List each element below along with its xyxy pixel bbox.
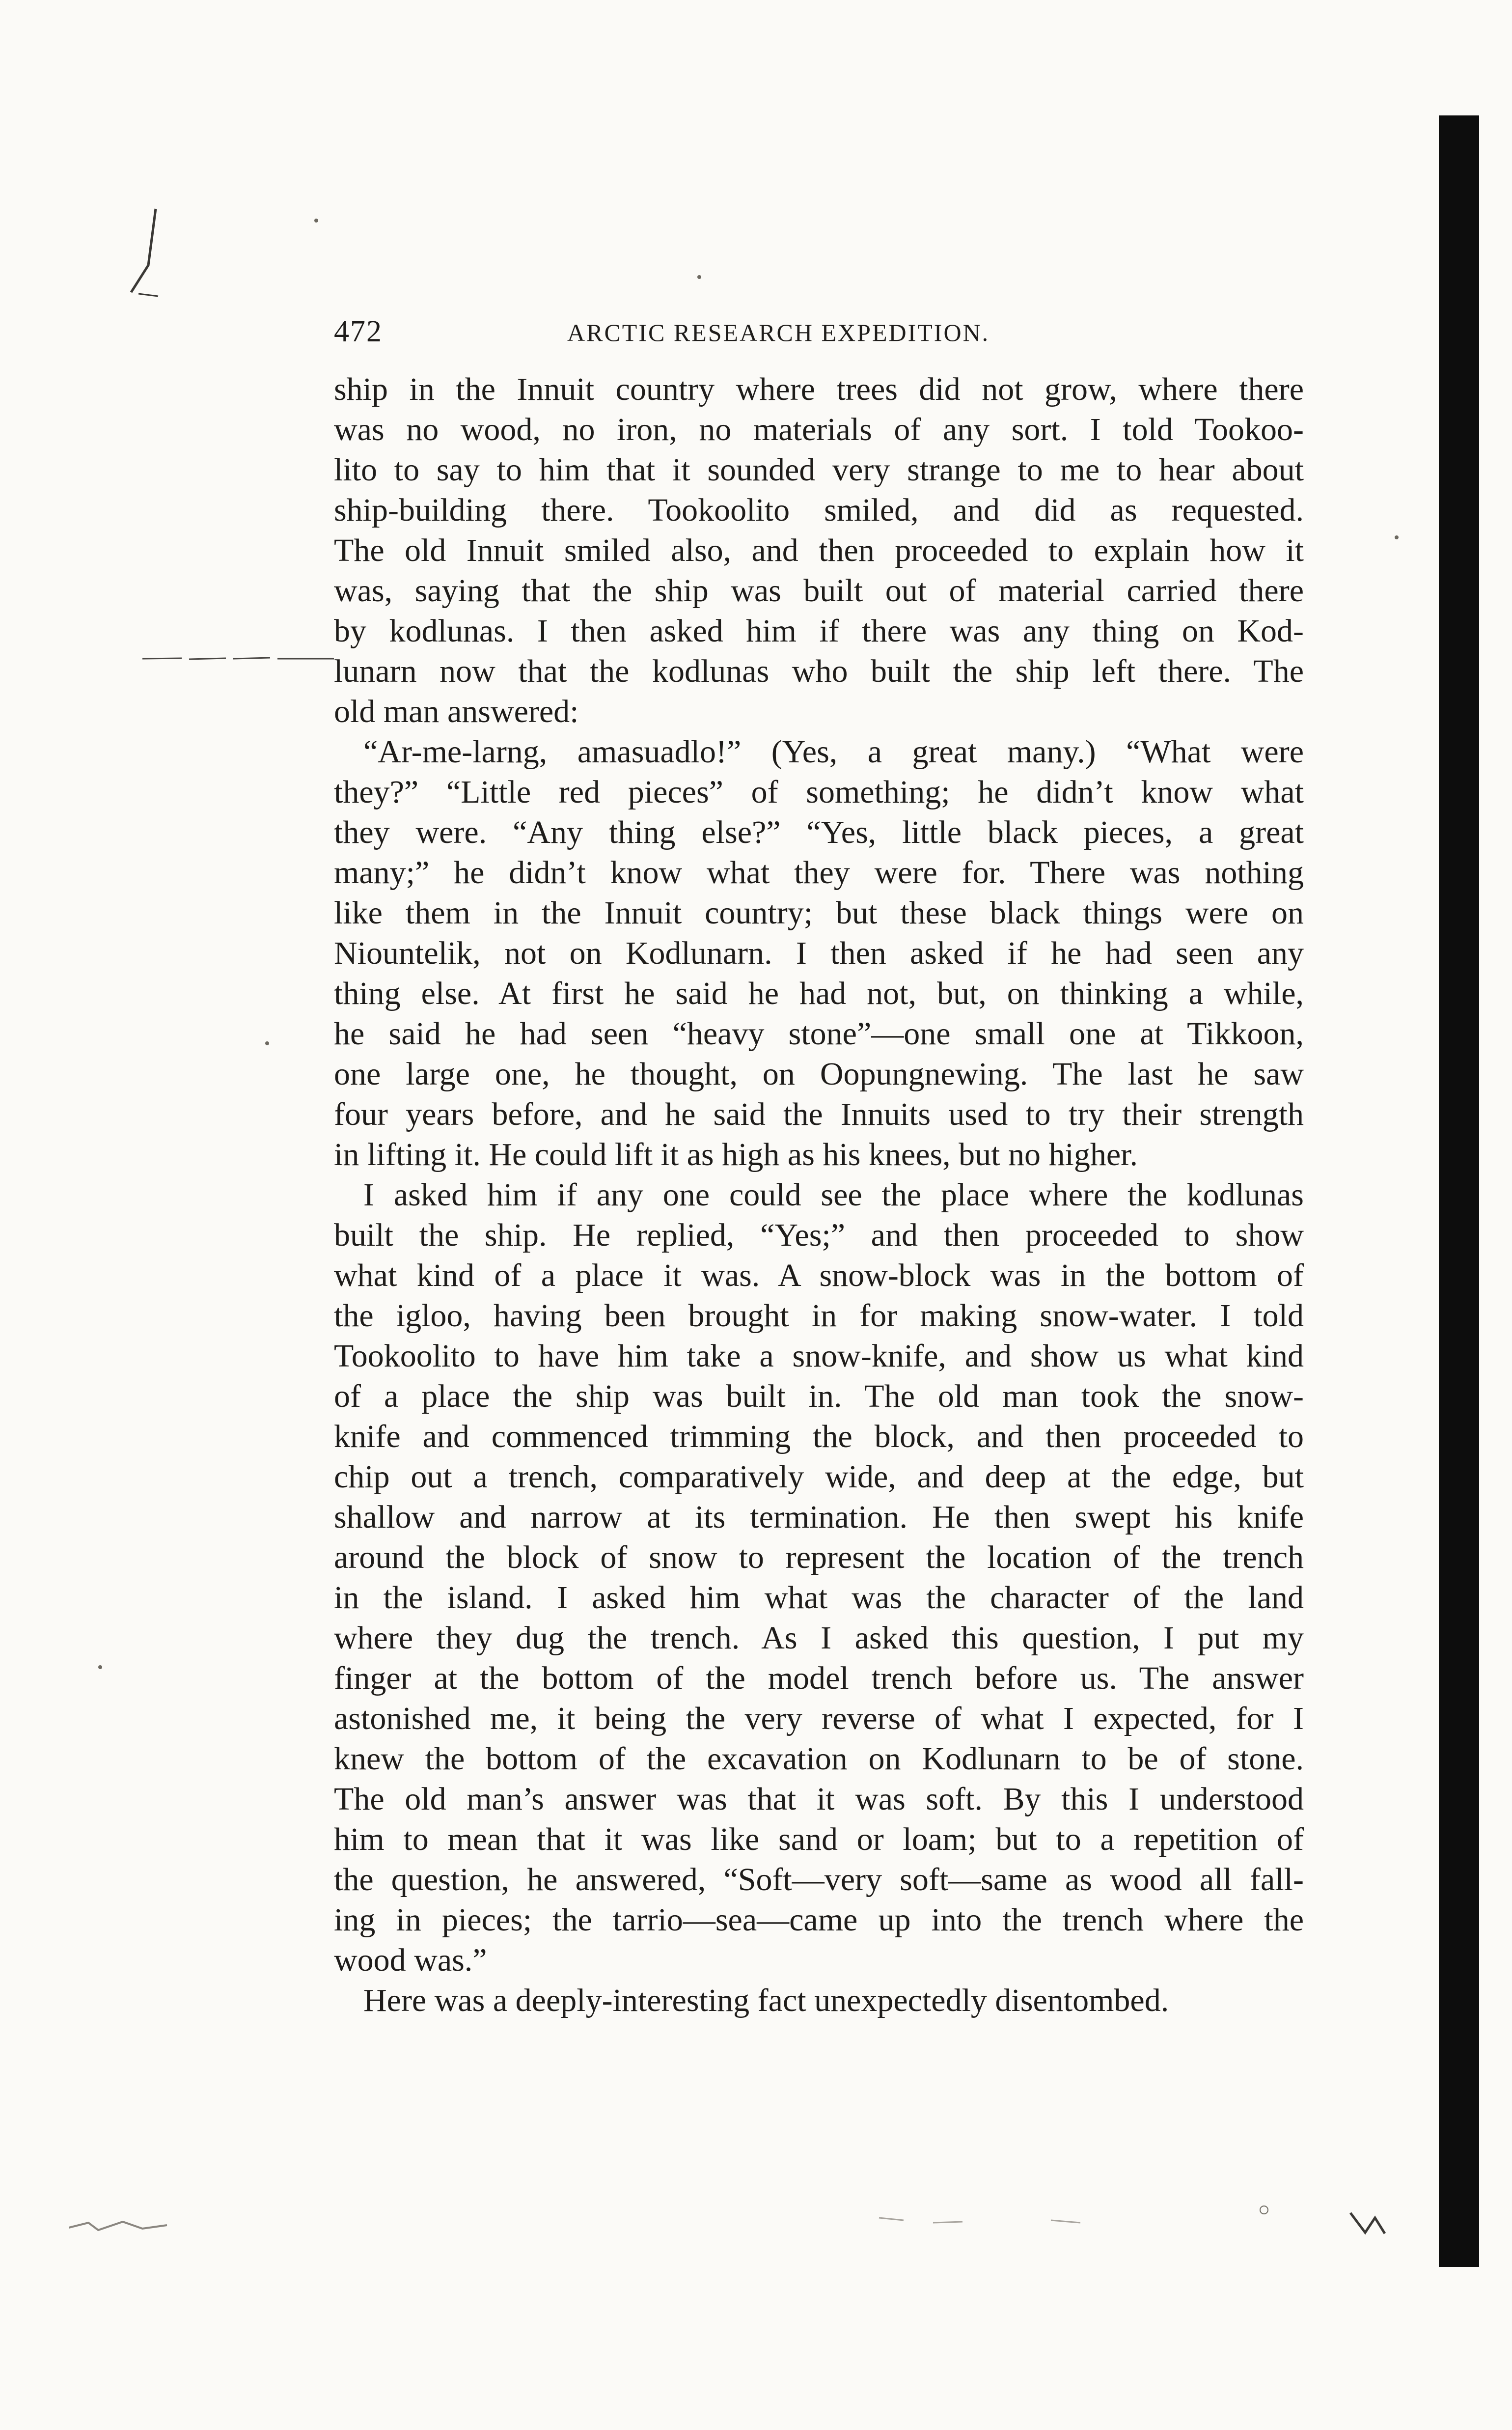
margin-dash-mark bbox=[142, 655, 334, 663]
text-line: he said he had seen “heavy stone”—one small one at Tikkoon, bbox=[334, 1016, 1304, 1052]
text-line: Niountelik, not on Kodlunarn. I then asked if he had seen any bbox=[334, 935, 1304, 971]
page-number: 472 bbox=[334, 315, 383, 348]
text-line: wood was.” bbox=[334, 1942, 487, 1978]
text-line: knew the bottom of the excavation on Kodlunarn to be of stone. bbox=[334, 1741, 1304, 1777]
text-line: I asked him if any one could see the place where the kodlunas bbox=[363, 1177, 1304, 1213]
text-line: they?” “Little red pieces” of something; he didn’t know what bbox=[334, 774, 1304, 810]
text-line: Here was a deeply-interesting fact unexpectedly disentombed. bbox=[363, 1983, 1169, 2018]
text-line: ship in the Innuit country where trees did not grow, where there bbox=[334, 371, 1304, 407]
text-line: in the island. I asked him what was the character of the land bbox=[334, 1580, 1304, 1616]
speck bbox=[1395, 535, 1399, 539]
text-line: by kodlunas. I then asked him if there was any thing on Kod- bbox=[334, 613, 1304, 649]
text-line: the igloo, having been brought in for making snow-water. I told bbox=[334, 1298, 1304, 1334]
text-line: many;” he didn’t know what they were for. There was nothing bbox=[334, 855, 1304, 891]
text-line: old man answered: bbox=[334, 694, 579, 729]
scan-edge-shadow bbox=[1439, 115, 1479, 2267]
speck bbox=[98, 1665, 102, 1669]
text-line: what kind of a place it was. A snow-block was in the bottom of bbox=[334, 1257, 1304, 1293]
text-line: like them in the Innuit country; but these black things were on bbox=[334, 895, 1304, 931]
speck bbox=[265, 1041, 269, 1045]
text-line: in lifting it. He could lift it as high as his knees, but no higher. bbox=[334, 1137, 1138, 1173]
text-line: four years before, and he said the Innuits used to try their strength bbox=[334, 1096, 1304, 1132]
pencil-margin-mark bbox=[129, 206, 163, 300]
running-title: ARCTIC RESEARCH EXPEDITION. bbox=[567, 319, 990, 346]
text-line: Tookoolito to have him take a snow-knife, and show us what kind bbox=[334, 1338, 1304, 1374]
text-line: chip out a trench, comparatively wide, and deep at the edge, but bbox=[334, 1459, 1304, 1495]
text-line: finger at the bottom of the model trench before us. The answer bbox=[334, 1660, 1304, 1696]
text-line: built the ship. He replied, “Yes;” and then proceeded to show bbox=[334, 1217, 1304, 1253]
text-line: the question, he answered, “Soft—very soft—same as wood all fall- bbox=[334, 1862, 1304, 1898]
body-text bbox=[334, 369, 1304, 2021]
running-head bbox=[334, 314, 1360, 354]
text-line: knife and commenced trimming the block, and then proceeded to bbox=[334, 1419, 1304, 1454]
speck bbox=[314, 219, 318, 223]
text-line: “Ar-me-larng, amasuadlo!” (Yes, a great many.) “What were bbox=[363, 734, 1304, 770]
text-line: ship-building there. Tookoolito smiled, and did as requested. bbox=[334, 492, 1304, 528]
text-line: lunarn now that the kodlunas who built the ship left there. The bbox=[334, 653, 1304, 689]
text-line: him to mean that it was like sand or loam; but to a repetition of bbox=[334, 1821, 1304, 1857]
text-line: they were. “Any thing else?” “Yes, little black pieces, a great bbox=[334, 814, 1304, 850]
text-line: was no wood, no iron, no materials of any sort. I told Tookoo- bbox=[334, 412, 1304, 447]
text-line: of a place the ship was built in. The old man took the snow- bbox=[334, 1378, 1304, 1414]
text-line: shallow and narrow at its termination. He then swept his knife bbox=[334, 1499, 1304, 1535]
text-line: thing else. At first he said he had not, but, on thinking a while, bbox=[334, 976, 1304, 1011]
text-line: The old Innuit smiled also, and then proceeded to explain how it bbox=[334, 532, 1304, 568]
text-line: where they dug the trench. As I asked this question, I put my bbox=[334, 1620, 1304, 1656]
text-line: The old man’s answer was that it was soft. By this I understood bbox=[334, 1781, 1304, 1817]
text-line: ing in pieces; the tarrio—sea—came up into the trench where the bbox=[334, 1902, 1304, 1938]
text-line: was, saying that the ship was built out of material carried there bbox=[334, 573, 1304, 609]
bottom-edge-smudges bbox=[69, 2208, 1444, 2237]
text-line: one large one, he thought, on Oopungnewing. The last he saw bbox=[334, 1056, 1304, 1092]
speck bbox=[697, 275, 701, 279]
text-line: lito to say to him that it sounded very strange to me to hear about bbox=[334, 452, 1304, 488]
text-line: astonished me, it being the very reverse of what I expected, for I bbox=[334, 1701, 1304, 1736]
text-line: around the block of snow to represent the location of the trench bbox=[334, 1539, 1304, 1575]
